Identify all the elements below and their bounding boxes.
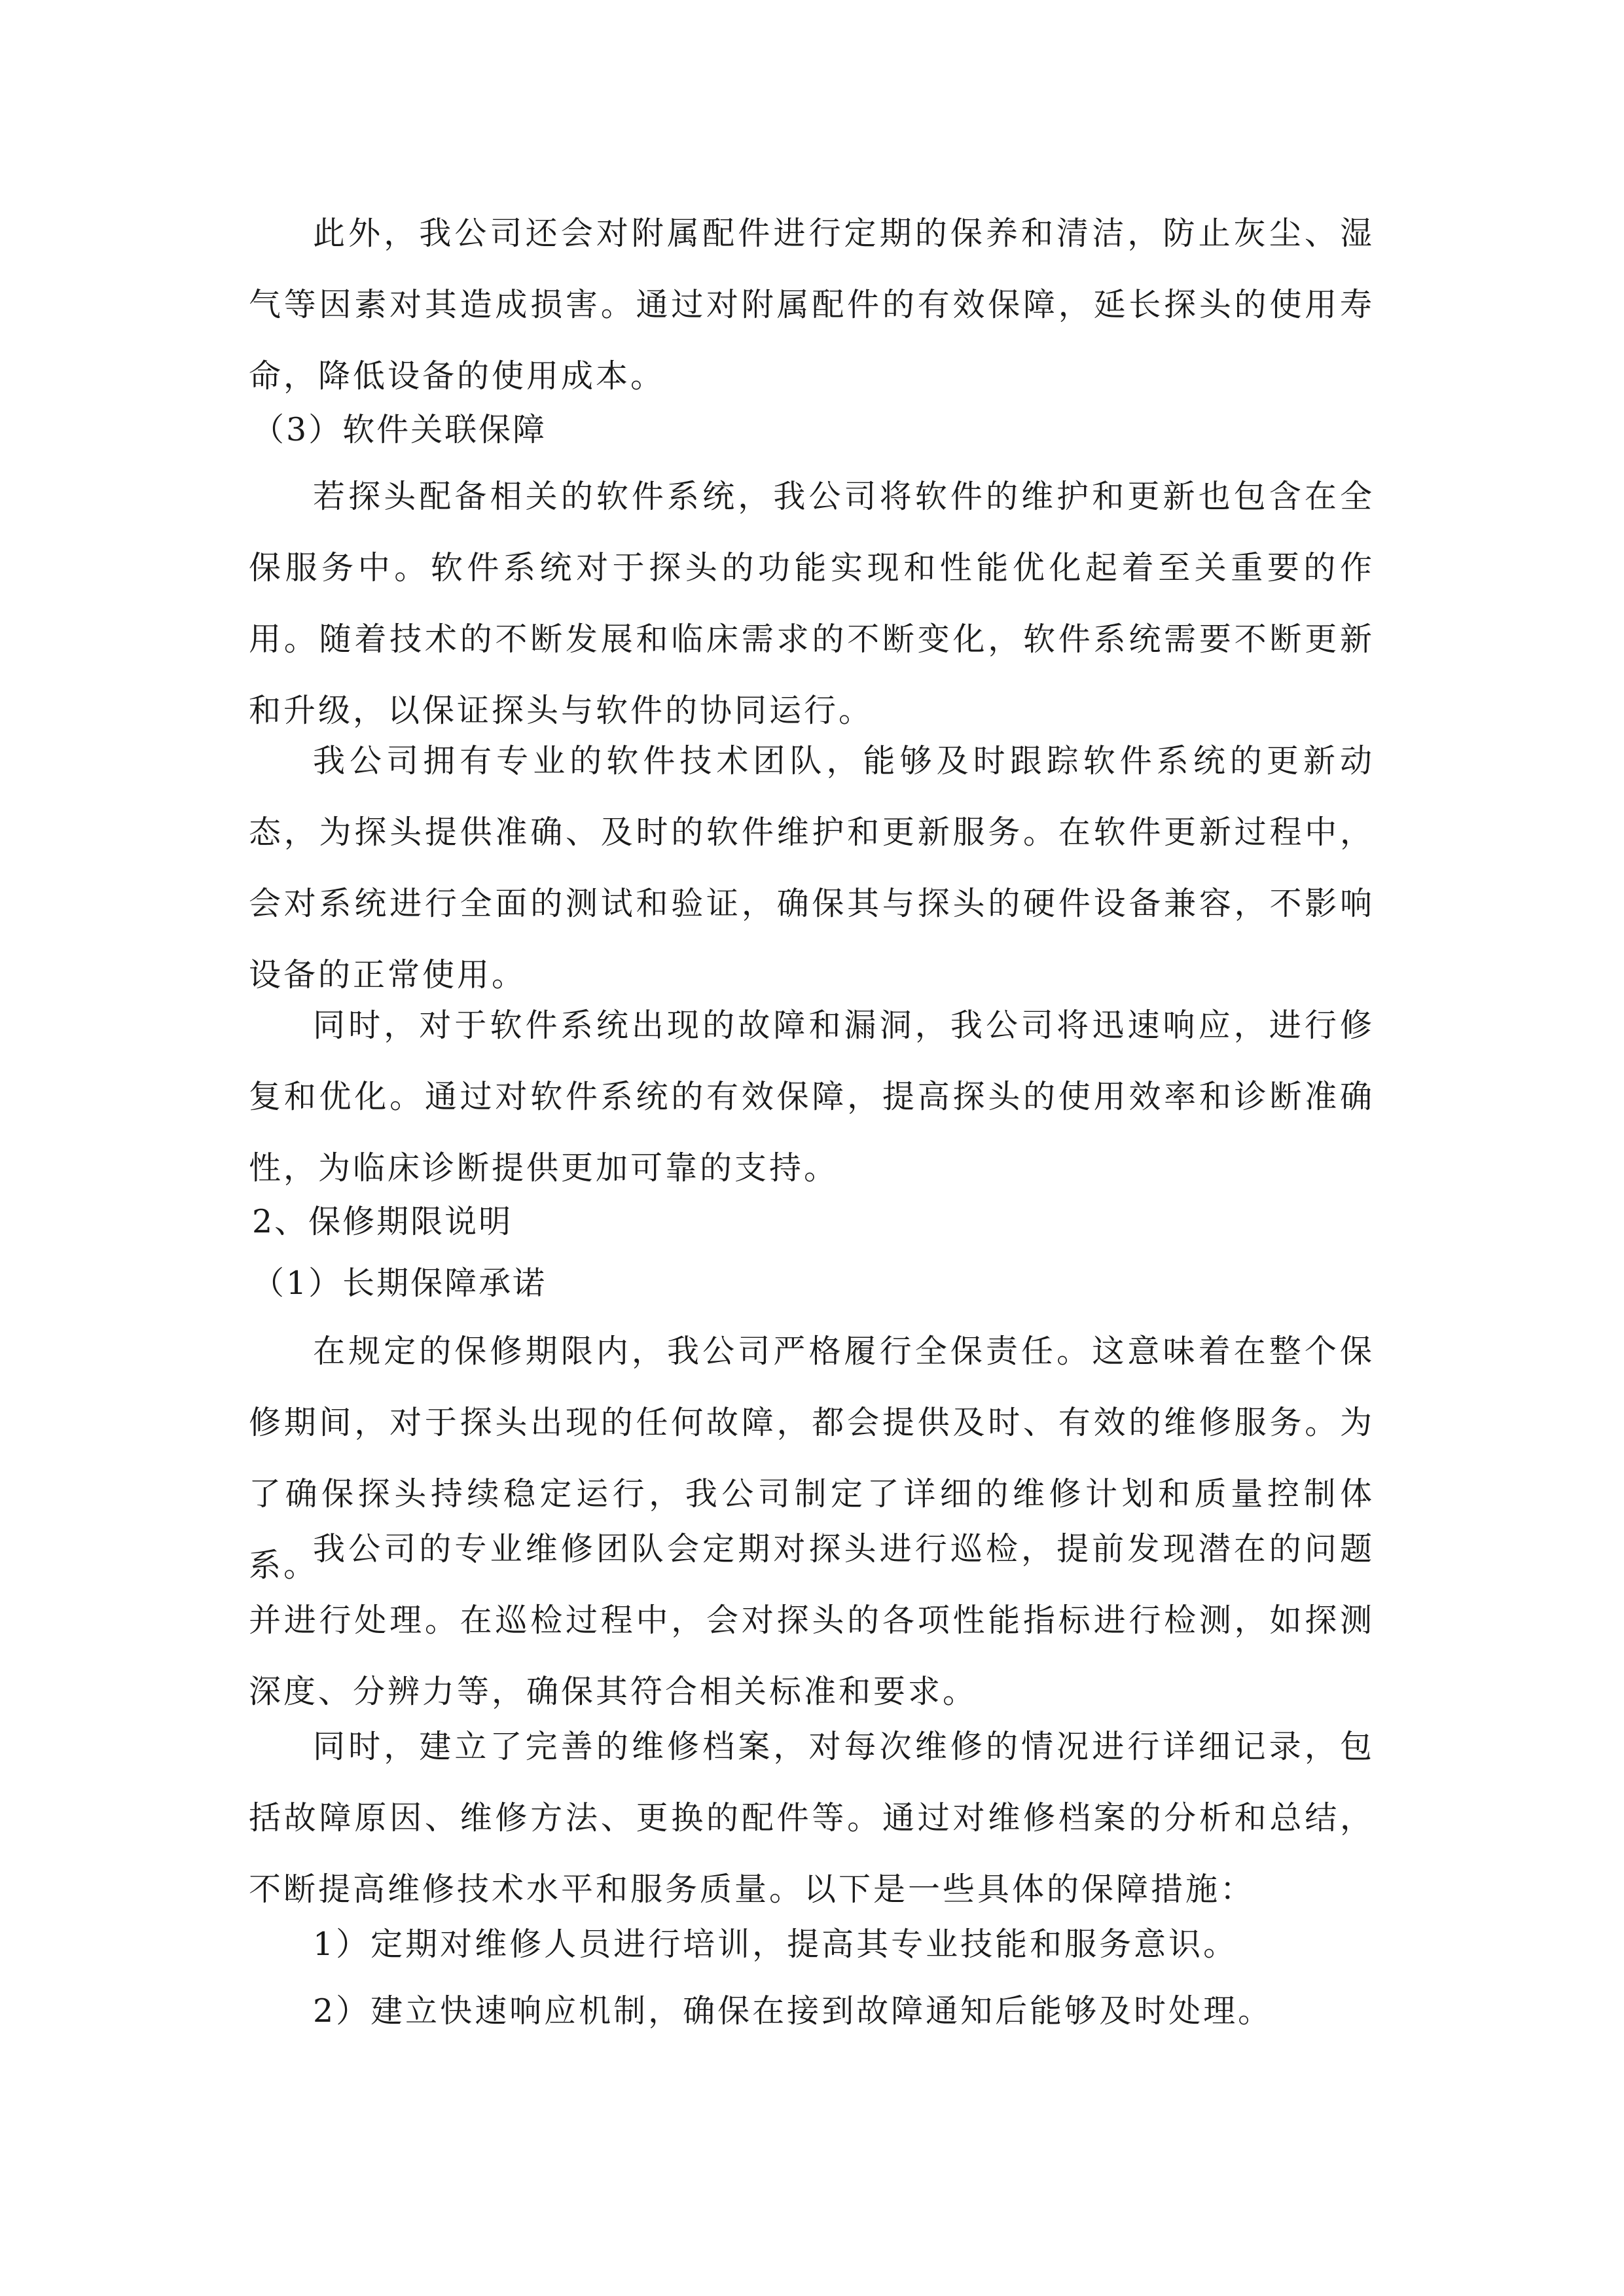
paragraph-maintenance-records: 同时，建立了完善的维修档案，对每次维修的情况进行详细记录，包括故障原因、维修方法、更换的配件等。通过对维修档案的分析和总结，不断提高维修技术水平和服务质量。以下是一些具体的保障措施： [249, 1728, 1375, 1908]
list-item-training: 1）定期对维修人员进行培训，提高其专业技能和服务意识。 [313, 1926, 1238, 1963]
paragraph-software-service: 若探头配备相关的软件系统，我公司将软件的维护和更新也包含在全保服务中。软件系统对于探头的功能实现和性能优化起着至关重要的作用。随着技术的不断发展和临床需求的不断变化，软件系统需要不断更新和升级，以保证探头与软件的协同运行。 [249, 478, 1375, 729]
heading-long-term-commitment: （1）长期保障承诺 [252, 1265, 547, 1302]
list-item-rapid-response: 2）建立快速响应机制，确保在接到故障通知后能够及时处理。 [313, 1992, 1273, 2030]
heading-software-guarantee: （3）软件关联保障 [252, 411, 547, 448]
paragraph-software-fault: 同时，对于软件系统出现的故障和漏洞，我公司将迅速响应，进行修复和优化。通过对软件系统的有效保障，提高探头的使用效率和诊断准确性，为临床诊断提供更加可靠的支持。 [249, 1007, 1375, 1187]
paragraph-software-team: 我公司拥有专业的软件技术团队，能够及时跟踪软件系统的更新动态，为探头提供准确、及时的软件维护和更新服务。在软件更新过程中，会对系统进行全面的测试和验证，确保其与探头的硬件设备兼容，不影响设备的正常使用。 [249, 742, 1375, 994]
paragraph-inspection: 我公司的专业维修团队会定期对探头进行巡检，提前发现潜在的问题并进行处理。在巡检过程中，会对探头的各项性能指标进行检测，如探测深度、分辨力等，确保其符合相关标准和要求。 [249, 1530, 1375, 1710]
paragraph-warranty-responsibility: 在规定的保修期限内，我公司严格履行全保责任。这意味着在整个保修期间，对于探头出现的任何故障，都会提供及时、有效的维修服务。为了确保探头持续稳定运行，我公司制定了详细的维修计划和质量控制体系。 [249, 1333, 1375, 1584]
heading-warranty-period: 2、保修期限说明 [252, 1203, 513, 1240]
paragraph-accessory-maintenance: 此外，我公司还会对附属配件进行定期的保养和清洁，防止灰尘、湿气等因素对其造成损害。通过对附属配件的有效保障，延长探头的使用寿命，降低设备的使用成本。 [249, 215, 1375, 395]
